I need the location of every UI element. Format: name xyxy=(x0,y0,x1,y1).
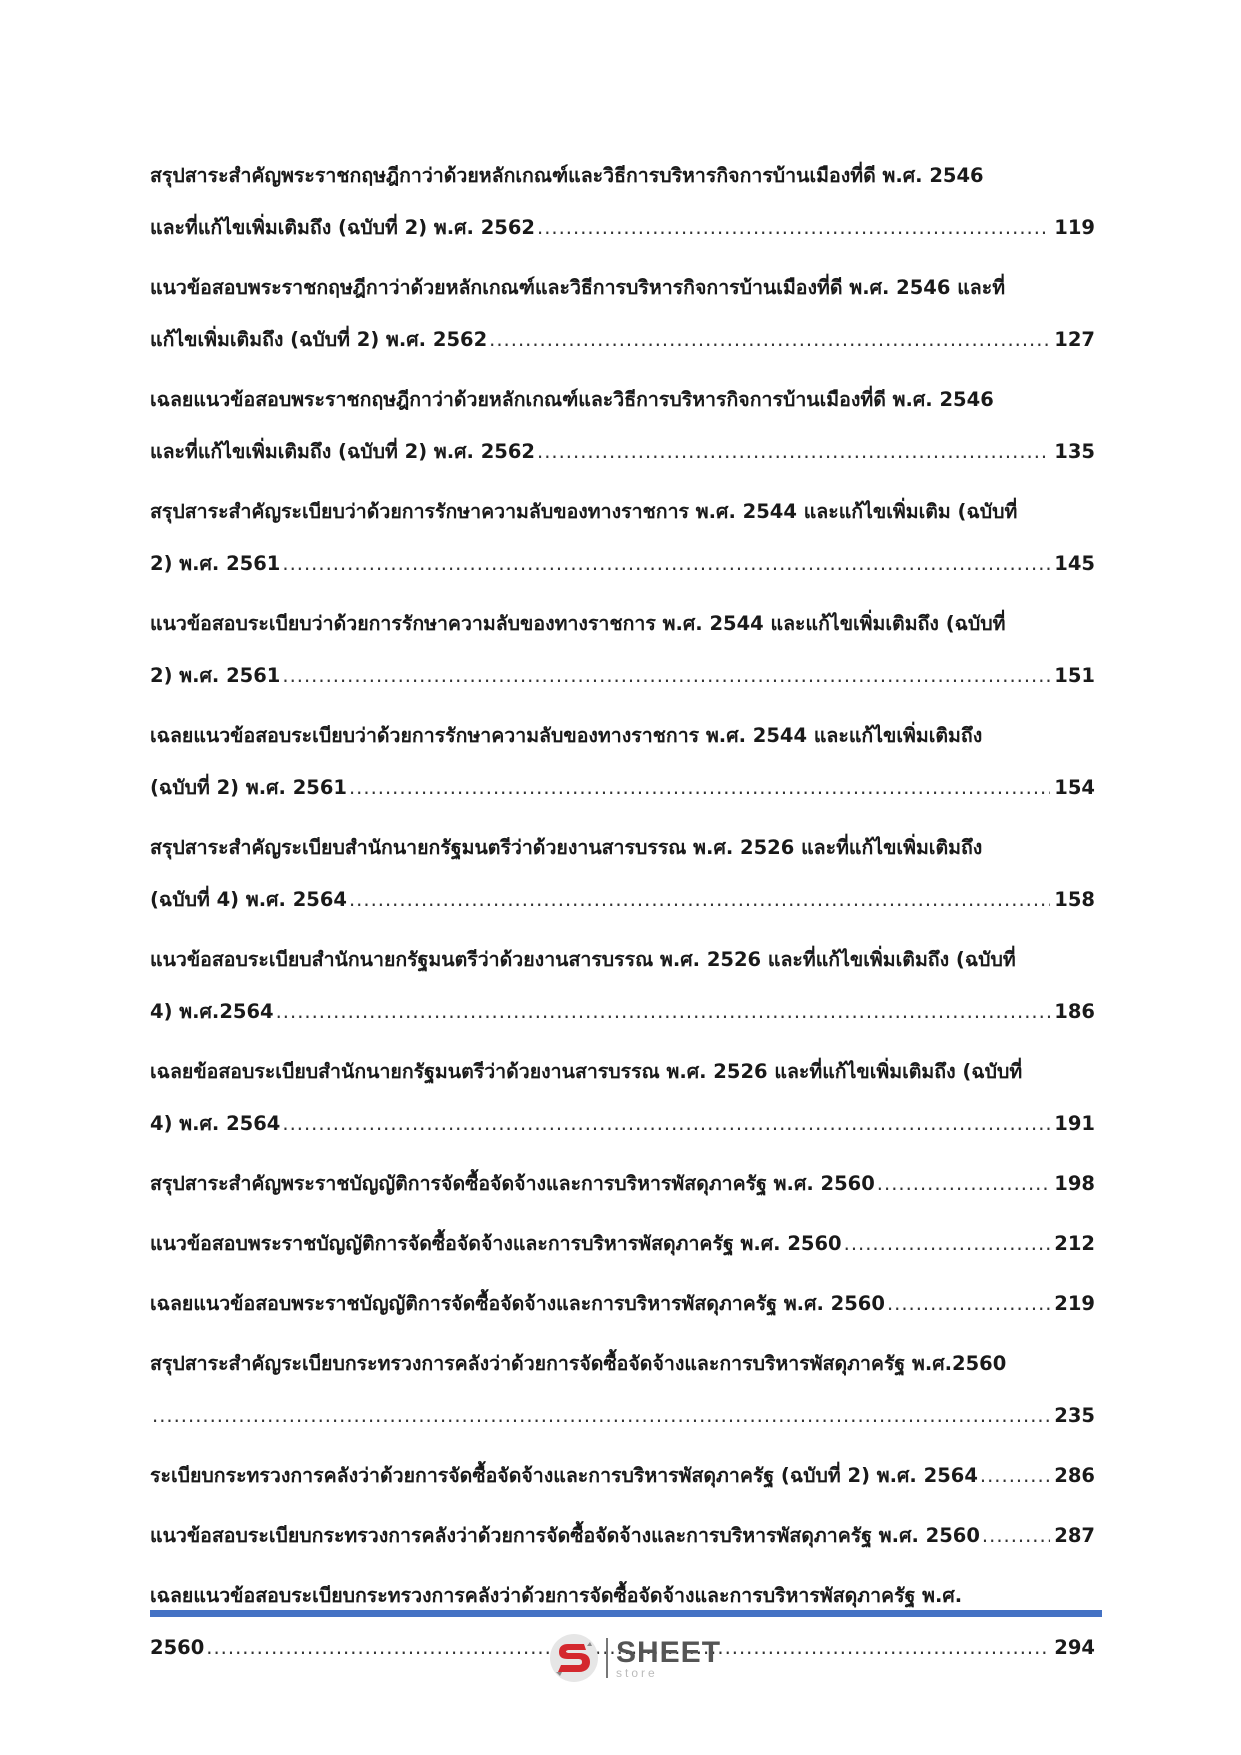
toc-entry[interactable] xyxy=(150,1510,1095,1562)
toc-leader-dots xyxy=(877,1158,1050,1210)
toc-entry-title-line2: 4) พ.ศ. 2564 xyxy=(150,1112,281,1135)
toc-page-number: 186 xyxy=(1054,1000,1095,1023)
toc-entry-title-line2: 2560 xyxy=(150,1636,205,1659)
toc-entry[interactable] xyxy=(150,486,1095,590)
toc-entry-title-line1: แนวข้อสอบพระราชกฤษฎีกาว่าด้วยหลักเกณฑ์และวิธีการบริหารกิจการบ้านเมืองที่ดี พ.ศ. 2546 และที่ xyxy=(150,276,1006,299)
toc-entry[interactable] xyxy=(150,598,1095,702)
toc-entry[interactable] xyxy=(150,710,1095,814)
toc-entry-title-line2: และที่แก้ไขเพิ่มเติมถึง (ฉบับที่ 2) พ.ศ. 2562 xyxy=(150,216,536,239)
toc-leader-dots xyxy=(537,202,1050,254)
toc-entry[interactable] xyxy=(150,934,1095,1038)
toc-page-number: 235 xyxy=(1054,1404,1095,1427)
toc-page-number: 154 xyxy=(1054,776,1095,799)
toc-page-number: 287 xyxy=(1054,1524,1095,1547)
sheet-store-logo xyxy=(548,1632,721,1684)
toc-entry-title-line2: 2) พ.ศ. 2561 xyxy=(150,664,281,687)
toc-entry-title-line1: สรุปสาระสำคัญระเบียบสำนักนายกรัฐมนตรีว่าด้วยงานสารบรรณ พ.ศ. 2526 และที่แก้ไขเพิ่มเติมถึง xyxy=(150,836,983,859)
toc-page-number: 158 xyxy=(1054,888,1095,911)
toc-entry-title-line1: แนวข้อสอบระเบียบสำนักนายกรัฐมนตรีว่าด้วยงานสารบรรณ พ.ศ. 2526 และที่แก้ไขเพิ่มเติมถึง (ฉบับที่ xyxy=(150,948,1016,971)
toc-leader-dots xyxy=(282,1098,1050,1150)
toc-page-number: 119 xyxy=(1054,216,1095,239)
toc-entry-title-line1: เฉลยแนวข้อสอบพระราชกฤษฎีกาว่าด้วยหลักเกณฑ์และวิธีการบริหารกิจการบ้านเมืองที่ดี พ.ศ. 2546 xyxy=(150,388,994,411)
toc-leader-dots xyxy=(537,426,1050,478)
toc-entry[interactable] xyxy=(150,1158,1095,1210)
toc-page-number: 127 xyxy=(1054,328,1095,351)
toc-entry[interactable] xyxy=(150,262,1095,366)
toc-entry[interactable] xyxy=(150,374,1095,478)
toc-leader-dots xyxy=(980,1450,1050,1502)
toc-entry-title-line1: สรุปสาระสำคัญระเบียบว่าด้วยการรักษาความลับของทางราชการ พ.ศ. 2544 และแก้ไขเพิ่มเติม (ฉบับที่ xyxy=(150,500,1018,523)
toc-entry-title-line2: และที่แก้ไขเพิ่มเติมถึง (ฉบับที่ 2) พ.ศ. 2562 xyxy=(150,440,536,463)
toc-leader-dots xyxy=(489,314,1050,366)
toc-page-number: 191 xyxy=(1054,1112,1095,1135)
toc-entry[interactable] xyxy=(150,1278,1095,1330)
toc-entry[interactable] xyxy=(150,1450,1095,1502)
toc-entry-title-line2: 4) พ.ศ.2564 xyxy=(150,1000,274,1023)
toc-entry[interactable] xyxy=(150,822,1095,926)
toc-entry-title: แนวข้อสอบระเบียบกระทรวงการคลังว่าด้วยการจัดซื้อจัดจ้างและการบริหารพัสดุภาครัฐ พ.ศ. 2560 xyxy=(150,1524,980,1547)
toc-leader-dots xyxy=(282,538,1050,590)
toc-page-number: 198 xyxy=(1054,1172,1095,1195)
toc-leader-dots xyxy=(282,650,1050,702)
toc-leader-dots xyxy=(349,874,1050,926)
logo-separator xyxy=(606,1638,608,1678)
toc-entry-title-line1: สรุปสาระสำคัญระเบียบกระทรวงการคลังว่าด้วยการจัดซื้อจัดจ้างและการบริหารพัสดุภาครัฐ พ.ศ.2560 xyxy=(150,1352,1007,1375)
toc-entry-title-line2: (ฉบับที่ 4) พ.ศ. 2564 xyxy=(150,888,347,911)
toc-entry-title-line1: เฉลยแนวข้อสอบระเบียบกระทรวงการคลังว่าด้วยการจัดซื้อจัดจ้างและการบริหารพัสดุภาครัฐ พ.ศ. xyxy=(150,1584,963,1607)
toc-leader-dots xyxy=(982,1510,1050,1562)
toc-entry-title-line2: แก้ไขเพิ่มเติมถึง (ฉบับที่ 2) พ.ศ. 2562 xyxy=(150,328,488,351)
toc-entry[interactable] xyxy=(150,1046,1095,1150)
toc-page-number: 145 xyxy=(1054,552,1095,575)
toc-page-number: 151 xyxy=(1054,664,1095,687)
toc-page-number: 294 xyxy=(1054,1636,1095,1659)
toc-page-number: 212 xyxy=(1054,1232,1095,1255)
toc-page-number: 219 xyxy=(1054,1292,1095,1315)
toc-leader-dots xyxy=(152,1390,1050,1442)
toc-leader-dots xyxy=(887,1278,1050,1330)
logo-sub-text: store xyxy=(616,1665,658,1680)
sheet-store-logo-icon xyxy=(548,1632,600,1684)
toc-leader-dots xyxy=(844,1218,1051,1270)
toc-leader-dots xyxy=(276,986,1051,1038)
toc-entry[interactable] xyxy=(150,150,1095,254)
toc-leader-dots xyxy=(349,762,1050,814)
toc-page-number: 135 xyxy=(1054,440,1095,463)
toc-entry-title-line1: สรุปสาระสำคัญพระราชกฤษฎีกาว่าด้วยหลักเกณฑ์และวิธีการบริหารกิจการบ้านเมืองที่ดี พ.ศ. 2546 xyxy=(150,164,984,187)
toc-entry[interactable] xyxy=(150,1218,1095,1270)
toc-entry-title-line1: เฉลยแนวข้อสอบระเบียบว่าด้วยการรักษาความลับของทางราชการ พ.ศ. 2544 และแก้ไขเพิ่มเติมถึง xyxy=(150,724,983,747)
toc-entry[interactable] xyxy=(150,1338,1095,1442)
footer-rule xyxy=(150,1610,1102,1617)
logo-brand-text: SHEET xyxy=(616,1635,722,1669)
toc-entry-title-line2: 2) พ.ศ. 2561 xyxy=(150,552,281,575)
toc-entry-title: สรุปสาระสำคัญพระราชบัญญัติการจัดซื้อจัดจ้างและการบริหารพัสดุภาครัฐ พ.ศ. 2560 xyxy=(150,1172,875,1195)
toc-entry-title: เฉลยแนวข้อสอบพระราชบัญญัติการจัดซื้อจัดจ้างและการบริหารพัสดุภาครัฐ พ.ศ. 2560 xyxy=(150,1292,885,1315)
toc-entry-title: ระเบียบกระทรวงการคลังว่าด้วยการจัดซื้อจัดจ้างและการบริหารพัสดุภาครัฐ (ฉบับที่ 2) พ.ศ. 2564 xyxy=(150,1464,978,1487)
toc-entry-title: แนวข้อสอบพระราชบัญญัติการจัดซื้อจัดจ้างและการบริหารพัสดุภาครัฐ พ.ศ. 2560 xyxy=(150,1232,842,1255)
toc-page-number: 286 xyxy=(1054,1464,1095,1487)
toc-entry-title-line1: แนวข้อสอบระเบียบว่าด้วยการรักษาความลับของทางราชการ พ.ศ. 2544 และแก้ไขเพิ่มเติมถึง (ฉบับที่ xyxy=(150,612,1006,635)
table-of-contents xyxy=(150,150,1095,1674)
toc-entry-title-line1: เฉลยข้อสอบระเบียบสำนักนายกรัฐมนตรีว่าด้วยงานสารบรรณ พ.ศ. 2526 และที่แก้ไขเพิ่มเติมถึง (ฉบับที่ xyxy=(150,1060,1023,1083)
toc-entry-title-line2: (ฉบับที่ 2) พ.ศ. 2561 xyxy=(150,776,347,799)
